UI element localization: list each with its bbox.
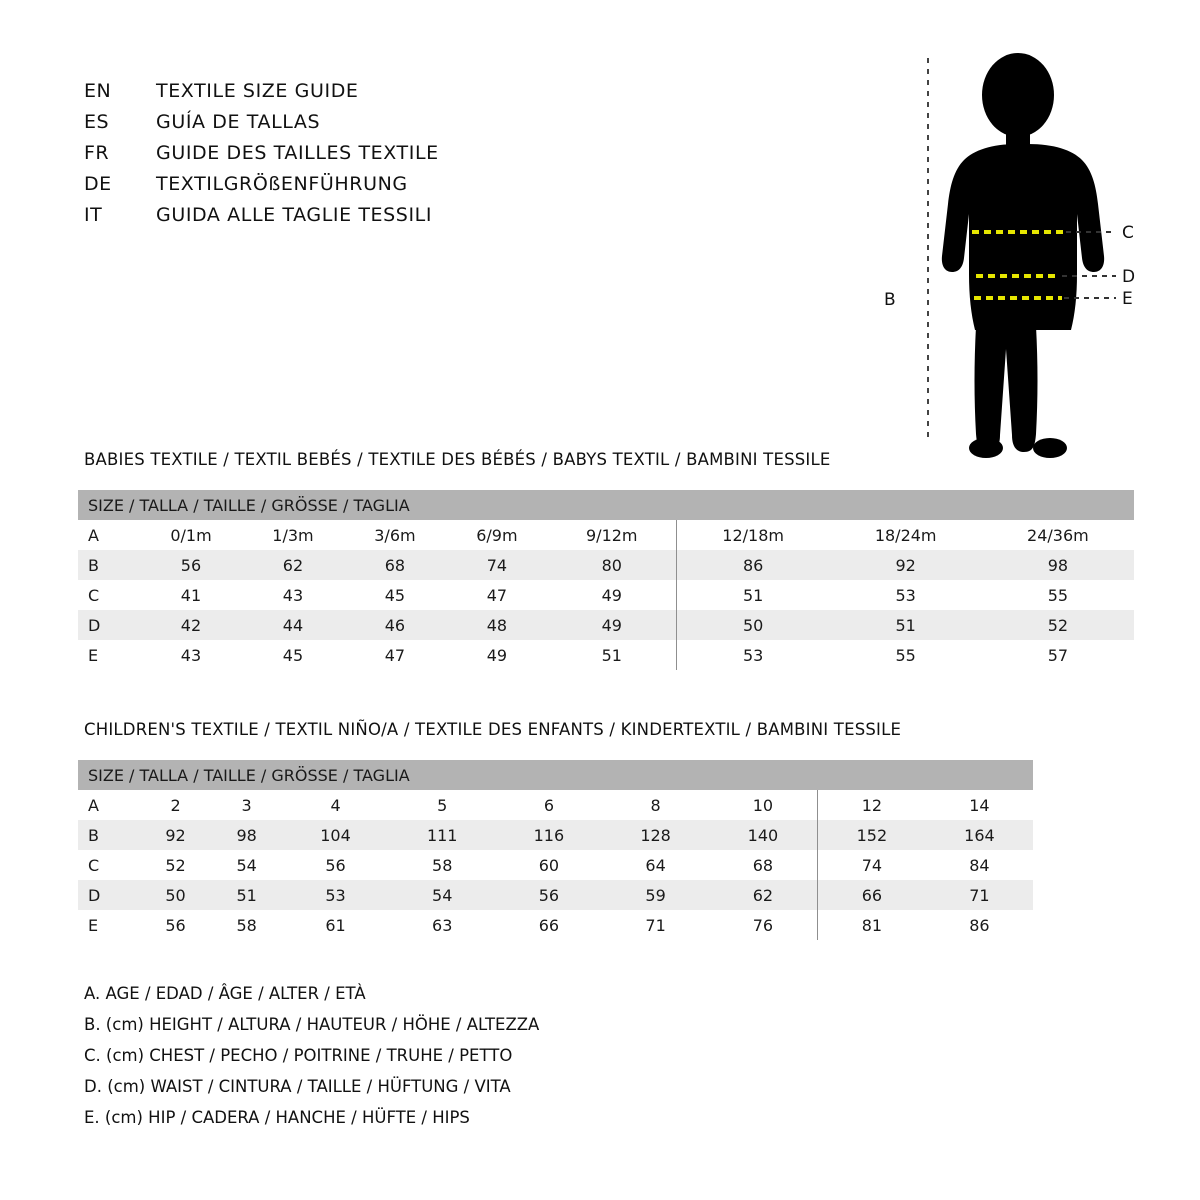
title-lang-en: EN — [84, 80, 112, 102]
legend-line-e: E. (cm) HIP / CADERA / HANCHE / HÜFTE / HIPS — [84, 1108, 470, 1127]
row-key-c: C — [78, 580, 140, 610]
title-text-de: TEXTILGRÖßENFÜHRUNG — [156, 173, 408, 195]
children-size-table — [78, 760, 1033, 940]
cell: 61 — [282, 910, 389, 940]
table-row — [78, 820, 1033, 850]
cell: 24/36m — [982, 520, 1134, 550]
row-key-a: A — [78, 520, 140, 550]
cell: 71 — [926, 880, 1033, 910]
cell: 49 — [446, 640, 548, 670]
cell: 45 — [344, 580, 446, 610]
title-row — [84, 142, 844, 173]
title-block — [84, 80, 844, 235]
cell: 53 — [282, 880, 389, 910]
cell: 54 — [389, 880, 496, 910]
cell: 47 — [446, 580, 548, 610]
row-key-d: D — [78, 610, 140, 640]
child-body-shape — [942, 53, 1104, 458]
title-lang-es: ES — [84, 111, 110, 133]
cell: 44 — [242, 610, 344, 640]
cell: 92 — [830, 550, 982, 580]
figure-label-e: E — [1122, 289, 1133, 309]
babies-column-header: SIZE / TALLA / TAILLE / GRÖSSE / TAGLIA — [78, 490, 1134, 520]
cell: 42 — [140, 610, 242, 640]
cell: 2 — [140, 790, 211, 820]
cell: 111 — [389, 820, 496, 850]
cell: 71 — [602, 910, 709, 940]
cell: 62 — [242, 550, 344, 580]
title-text-es: GUÍA DE TALLAS — [156, 111, 321, 133]
cell: 57 — [982, 640, 1134, 670]
children-table-head — [78, 760, 1033, 790]
cell: 46 — [344, 610, 446, 640]
cell: 92 — [140, 820, 211, 850]
legend-line-c: C. (cm) CHEST / PECHO / POITRINE / TRUHE / PETTO — [84, 1046, 513, 1065]
cell: 66 — [496, 910, 603, 940]
cell: 76 — [709, 910, 817, 940]
cell: 12/18m — [676, 520, 829, 550]
row-key-e: E — [78, 910, 140, 940]
cell: 81 — [817, 910, 925, 940]
cell: 98 — [211, 820, 282, 850]
cell: 84 — [926, 850, 1033, 880]
table-row — [78, 910, 1033, 940]
cell: 6 — [496, 790, 603, 820]
cell: 41 — [140, 580, 242, 610]
cell: 51 — [676, 580, 829, 610]
cell: 86 — [926, 910, 1033, 940]
cell: 59 — [602, 880, 709, 910]
children-column-header: SIZE / TALLA / TAILLE / GRÖSSE / TAGLIA — [78, 760, 1033, 790]
row-key-c: C — [78, 850, 140, 880]
table-row — [78, 550, 1134, 580]
cell: 51 — [548, 640, 676, 670]
cell: 58 — [389, 850, 496, 880]
row-key-b: B — [78, 550, 140, 580]
cell: 58 — [211, 910, 282, 940]
cell: 8 — [602, 790, 709, 820]
row-key-e: E — [78, 640, 140, 670]
table-row — [78, 520, 1134, 550]
title-row — [84, 173, 844, 204]
cell: 43 — [140, 640, 242, 670]
cell: 48 — [446, 610, 548, 640]
cell: 49 — [548, 580, 676, 610]
figure-side-labels — [1122, 40, 1162, 340]
measurement-figure — [860, 40, 1180, 460]
cell: 55 — [982, 580, 1134, 610]
cell: 3 — [211, 790, 282, 820]
cell: 50 — [140, 880, 211, 910]
cell: 50 — [676, 610, 829, 640]
table-row — [78, 580, 1134, 610]
cell: 56 — [496, 880, 603, 910]
row-key-a: A — [78, 790, 140, 820]
cell: 80 — [548, 550, 676, 580]
cell: 51 — [830, 610, 982, 640]
cell: 98 — [982, 550, 1134, 580]
cell: 49 — [548, 610, 676, 640]
babies-table-head — [78, 490, 1134, 520]
cell: 116 — [496, 820, 603, 850]
cell: 164 — [926, 820, 1033, 850]
cell: 56 — [140, 910, 211, 940]
cell: 9/12m — [548, 520, 676, 550]
legend-line-b: B. (cm) HEIGHT / ALTURA / HAUTEUR / HÖHE / ALTEZZA — [84, 1015, 540, 1034]
cell: 3/6m — [344, 520, 446, 550]
figure-label-c: C — [1122, 223, 1134, 243]
cell: 54 — [211, 850, 282, 880]
title-lang-de: DE — [84, 173, 112, 195]
table-row — [78, 640, 1134, 670]
table-row — [78, 850, 1033, 880]
cell: 1/3m — [242, 520, 344, 550]
table-header-row — [78, 760, 1033, 790]
cell: 43 — [242, 580, 344, 610]
children-table-body — [78, 790, 1033, 940]
measurement-legend — [84, 978, 539, 1133]
table-header-row — [78, 490, 1134, 520]
title-lang-fr: FR — [84, 142, 110, 164]
table-row — [78, 610, 1134, 640]
title-row — [84, 204, 844, 235]
cell: 51 — [211, 880, 282, 910]
babies-section-heading: BABIES TEXTILE / TEXTIL BEBÉS / TEXTILE DES BÉBÉS / BABYS TEXTIL / BAMBINI TESSILE — [84, 450, 831, 469]
children-section-heading: CHILDREN'S TEXTILE / TEXTIL NIÑO/A / TEXTILE DES ENFANTS / KINDERTEXTIL / BAMBINI TESSILE — [84, 720, 902, 739]
cell: 62 — [709, 880, 817, 910]
cell: 66 — [817, 880, 925, 910]
cell: 74 — [446, 550, 548, 580]
cell: 52 — [982, 610, 1134, 640]
cell: 53 — [830, 580, 982, 610]
title-text-en: TEXTILE SIZE GUIDE — [156, 80, 359, 102]
babies-table-body — [78, 520, 1134, 670]
cell: 68 — [709, 850, 817, 880]
cell: 68 — [344, 550, 446, 580]
cell: 14 — [926, 790, 1033, 820]
cell: 63 — [389, 910, 496, 940]
cell: 56 — [140, 550, 242, 580]
figure-label-d: D — [1122, 267, 1136, 287]
cell: 64 — [602, 850, 709, 880]
cell: 18/24m — [830, 520, 982, 550]
title-text-it: GUIDA ALLE TAGLIE TESSILI — [156, 204, 433, 226]
row-key-d: D — [78, 880, 140, 910]
legend-line-a: A. AGE / EDAD / ÂGE / ALTER / ETÀ — [84, 984, 366, 1003]
table-row — [78, 790, 1033, 820]
row-key-b: B — [78, 820, 140, 850]
cell: 5 — [389, 790, 496, 820]
cell: 12 — [817, 790, 925, 820]
cell: 10 — [709, 790, 817, 820]
figure-label-b: B — [884, 290, 896, 310]
cell: 140 — [709, 820, 817, 850]
cell: 45 — [242, 640, 344, 670]
title-row — [84, 80, 844, 111]
cell: 0/1m — [140, 520, 242, 550]
cell: 53 — [676, 640, 829, 670]
cell: 47 — [344, 640, 446, 670]
cell: 4 — [282, 790, 389, 820]
legend-line-d: D. (cm) WAIST / CINTURA / TAILLE / HÜFTUNG / VITA — [84, 1077, 511, 1096]
cell: 86 — [676, 550, 829, 580]
title-lang-it: IT — [84, 204, 103, 226]
babies-size-table — [78, 490, 1134, 670]
cell: 60 — [496, 850, 603, 880]
table-row — [78, 880, 1033, 910]
cell: 6/9m — [446, 520, 548, 550]
cell: 74 — [817, 850, 925, 880]
cell: 128 — [602, 820, 709, 850]
title-text-fr: GUIDE DES TAILLES TEXTILE — [156, 142, 439, 164]
cell: 104 — [282, 820, 389, 850]
cell: 56 — [282, 850, 389, 880]
title-row — [84, 111, 844, 142]
cell: 52 — [140, 850, 211, 880]
cell: 55 — [830, 640, 982, 670]
cell: 152 — [817, 820, 925, 850]
